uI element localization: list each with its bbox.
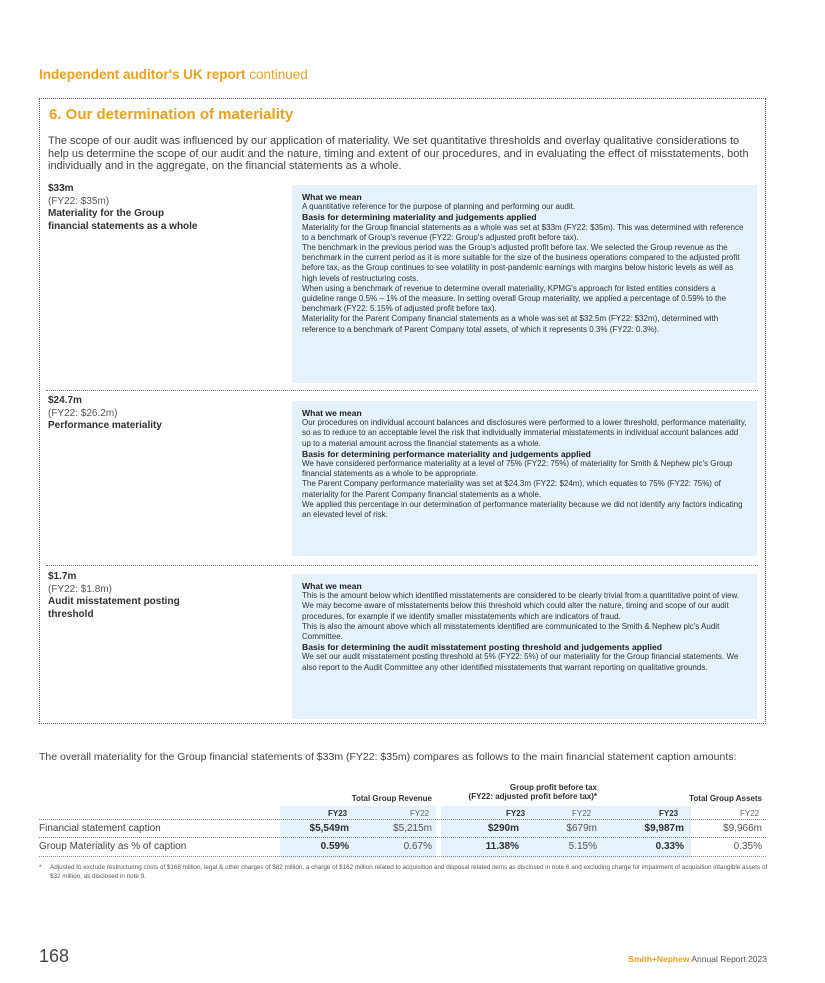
basis-paragraph: Materiality for the Group financial statements as a whole was set at $33m (FY22: $35m). This was determined with reference to a benchmark of Group's revenue (FY22: Group's adjusted profit before tax).: [302, 222, 744, 242]
basis-heading: Basis for determining performance materiality and judgements applied: [302, 448, 591, 459]
row-summary: [48, 183, 198, 233]
basis-heading: Basis for determining the audit misstatement posting threshold and judgements applied: [302, 642, 663, 653]
row-summary: [48, 571, 198, 621]
basis-paragraph: We set our audit misstatement posting threshold at 5% (FY22: 5%) of our materiality for the Group financial statements. We also report to the Audit Committee any other identified misstatements that warrant reporting on qualitative grounds.: [302, 652, 739, 672]
row-summary: [48, 395, 198, 433]
table-row-caption: Group Materiality as % of caption: [39, 841, 187, 852]
what-we-mean-text: Our procedures on individual account balances and disclosures were performed to a lower threshold, performance materiality, so as to reduce to an acceptable level the risk that individually immaterial misstatements in individual account balances add up to a material amount across the financial statements as a whole.: [302, 418, 747, 448]
year-header-fy23: FY23: [659, 809, 679, 818]
basis-heading: Basis for determining materiality and judgements applied: [302, 212, 537, 223]
table-cell: 0.33%: [655, 841, 684, 852]
row-label: Performance materiality: [48, 420, 162, 431]
footnote-text: Adjusted to exclude restructuring costs of $168 million, legal & other charges of $82 million, a charge of $162 million related to acquisition and disposal related items as disclosed in note 6 and excluding charge for impairment of acquisition intangible assets of $32 million, as disclosed in note 9.: [50, 864, 768, 880]
basis-paragraph: We have considered performance materiality at a level of 75% (FY22: 75%) of materiality for Smith & Nephew plc's Group financial statements as a whole to be appropriate.: [302, 459, 733, 479]
comparison-table: [39, 785, 766, 857]
table-cell: $290m: [487, 823, 519, 834]
row-amount: $33m: [48, 183, 74, 194]
basis-paragraph: Materiality for the Parent Company financial statements as a whole was set at $32.5m (FY22: $32m), determined with reference to a benchmark of Parent Company total assets, of which it represents 0.3% (FY22: 0.3%).: [302, 314, 719, 334]
table-cell: 0.35%: [733, 841, 762, 852]
group-header-profit-line2: (FY22: adjusted profit before tax)*: [468, 792, 597, 801]
basis-paragraph: When using a benchmark of revenue to determine overall materiality, KPMG's approach for listed entities considers a guideline range 0.5% – 1% of the measure. In setting overall Group materiality, we applied a percentage of 0.59% to the benchmark (FY22: 5.15% of adjusted profit before tax).: [302, 283, 727, 314]
row-prior-year: (FY22: $1.8m): [48, 583, 112, 595]
row-detail-panel: [292, 185, 757, 383]
what-we-mean-text: A quantitative reference for the purpose of planning and performing our audit.: [302, 202, 576, 212]
row-divider: [46, 565, 758, 566]
footer-brand: [628, 954, 767, 964]
group-header-revenue: Total Group Revenue: [351, 794, 432, 803]
materiality-intro: The scope of our audit was influenced by our application of materiality. We set quantitative thresholds and overlay qualitative considerations to help us determine the scope of our audit and the nature, timing and extent of our procedures, and in evaluating the effect of misstatements, both individually and in the aggregate, on the financial statements as a whole.: [48, 135, 749, 172]
group-header-profit: [469, 783, 597, 801]
year-header-fy23: FY23: [506, 809, 526, 818]
what-we-mean-text: This is the amount below which identified misstatements are considered to be clearly trivial from a quantitative point of view. We may become aware of misstatements below this threshold which could alter the nature, timing and scope of our audit procedures, for example if we identify smaller misstatements which are indicators of fraud.: [302, 591, 740, 621]
what-we-mean-heading: What we mean: [302, 581, 362, 591]
year-header-fy22: FY22: [410, 809, 430, 818]
row-divider: [46, 390, 758, 391]
basis-paragraph: The Parent Company performance materiality was set at $24.3m (FY22: $24m), which equates to 75% (FY22: 75%) of materiality for the Parent Company financial statements as a whole.: [302, 479, 721, 499]
table-row-caption: Financial statement caption: [39, 823, 161, 834]
row-amount: $24.7m: [48, 395, 82, 406]
row-prior-year: (FY22: $26.2m): [48, 407, 118, 419]
materiality-row-performance: [40, 395, 765, 558]
table-divider: [39, 856, 766, 857]
table-cell: $9,987m: [644, 823, 684, 834]
table-cell: 11.38%: [485, 841, 519, 852]
table-cell: 5.15%: [568, 841, 597, 852]
comparison-text: The overall materiality for the Group financial statements of $33m (FY22: $35m) compares as follows to the main financial statement caption amounts:: [39, 751, 737, 763]
table-divider: [39, 819, 766, 820]
footnote-marker: *: [39, 864, 42, 871]
materiality-title: 6. Our determination of materiality: [49, 106, 294, 123]
materiality-box: [39, 98, 766, 724]
report-name: Annual Report 2023: [691, 954, 767, 964]
brand-name: Smith+Nephew: [628, 954, 690, 964]
row-label: Audit misstatement posting threshold: [48, 596, 180, 620]
year-header-fy22: FY22: [740, 809, 760, 818]
row-label: Materiality for the Group financial statements as a whole: [48, 208, 198, 232]
row-detail-panel: [292, 574, 757, 719]
section-header: [39, 67, 308, 82]
year-header-fy23: FY23: [328, 809, 348, 818]
table-cell: $5,549m: [309, 823, 349, 834]
table-cell: $9,966m: [723, 823, 762, 834]
table-divider: [39, 837, 766, 838]
materiality-row-group: [40, 183, 765, 390]
group-header-assets: Total Group Assets: [689, 794, 762, 803]
materiality-row-threshold: [40, 571, 765, 721]
section-continued: continued: [249, 67, 308, 82]
row-prior-year: (FY22: $35m): [48, 195, 110, 207]
page-number: 168: [39, 946, 70, 966]
table-cell: 0.67%: [403, 841, 432, 852]
what-we-mean-heading: What we mean: [302, 408, 362, 418]
table-cell: 0.59%: [320, 841, 349, 852]
basis-paragraph: We applied this percentage in our determination of performance materiality because we did not identify any factors indicating an elevated level of risk.: [302, 499, 743, 520]
basis-paragraph: The benchmark in the previous period was the Group's adjusted profit before tax. We selected the Group revenue as the benchmark in the current period as it is more suitable for the size of the business operations compared to the adjusted profit before tax, as the Group continues to see volatility in post-pandemic earnings with margins below historic levels as well as high levels of restructuring costs.: [302, 243, 740, 283]
table-cell: $679m: [566, 823, 597, 834]
what-we-mean-heading: What we mean: [302, 192, 362, 202]
footnote: [39, 864, 774, 881]
what-we-mean-text: This is also the amount above which all misstatements identified are communicated to the Smith & Nephew plc's Audit Committee.: [302, 621, 720, 642]
year-header-fy22: FY22: [572, 809, 592, 818]
row-amount: $1.7m: [48, 571, 77, 582]
section-title: Independent auditor's UK report: [39, 67, 246, 82]
table-cell: $5,215m: [393, 823, 432, 834]
group-header-profit-line1: Group profit before tax: [509, 783, 597, 792]
row-detail-panel: [292, 401, 757, 556]
